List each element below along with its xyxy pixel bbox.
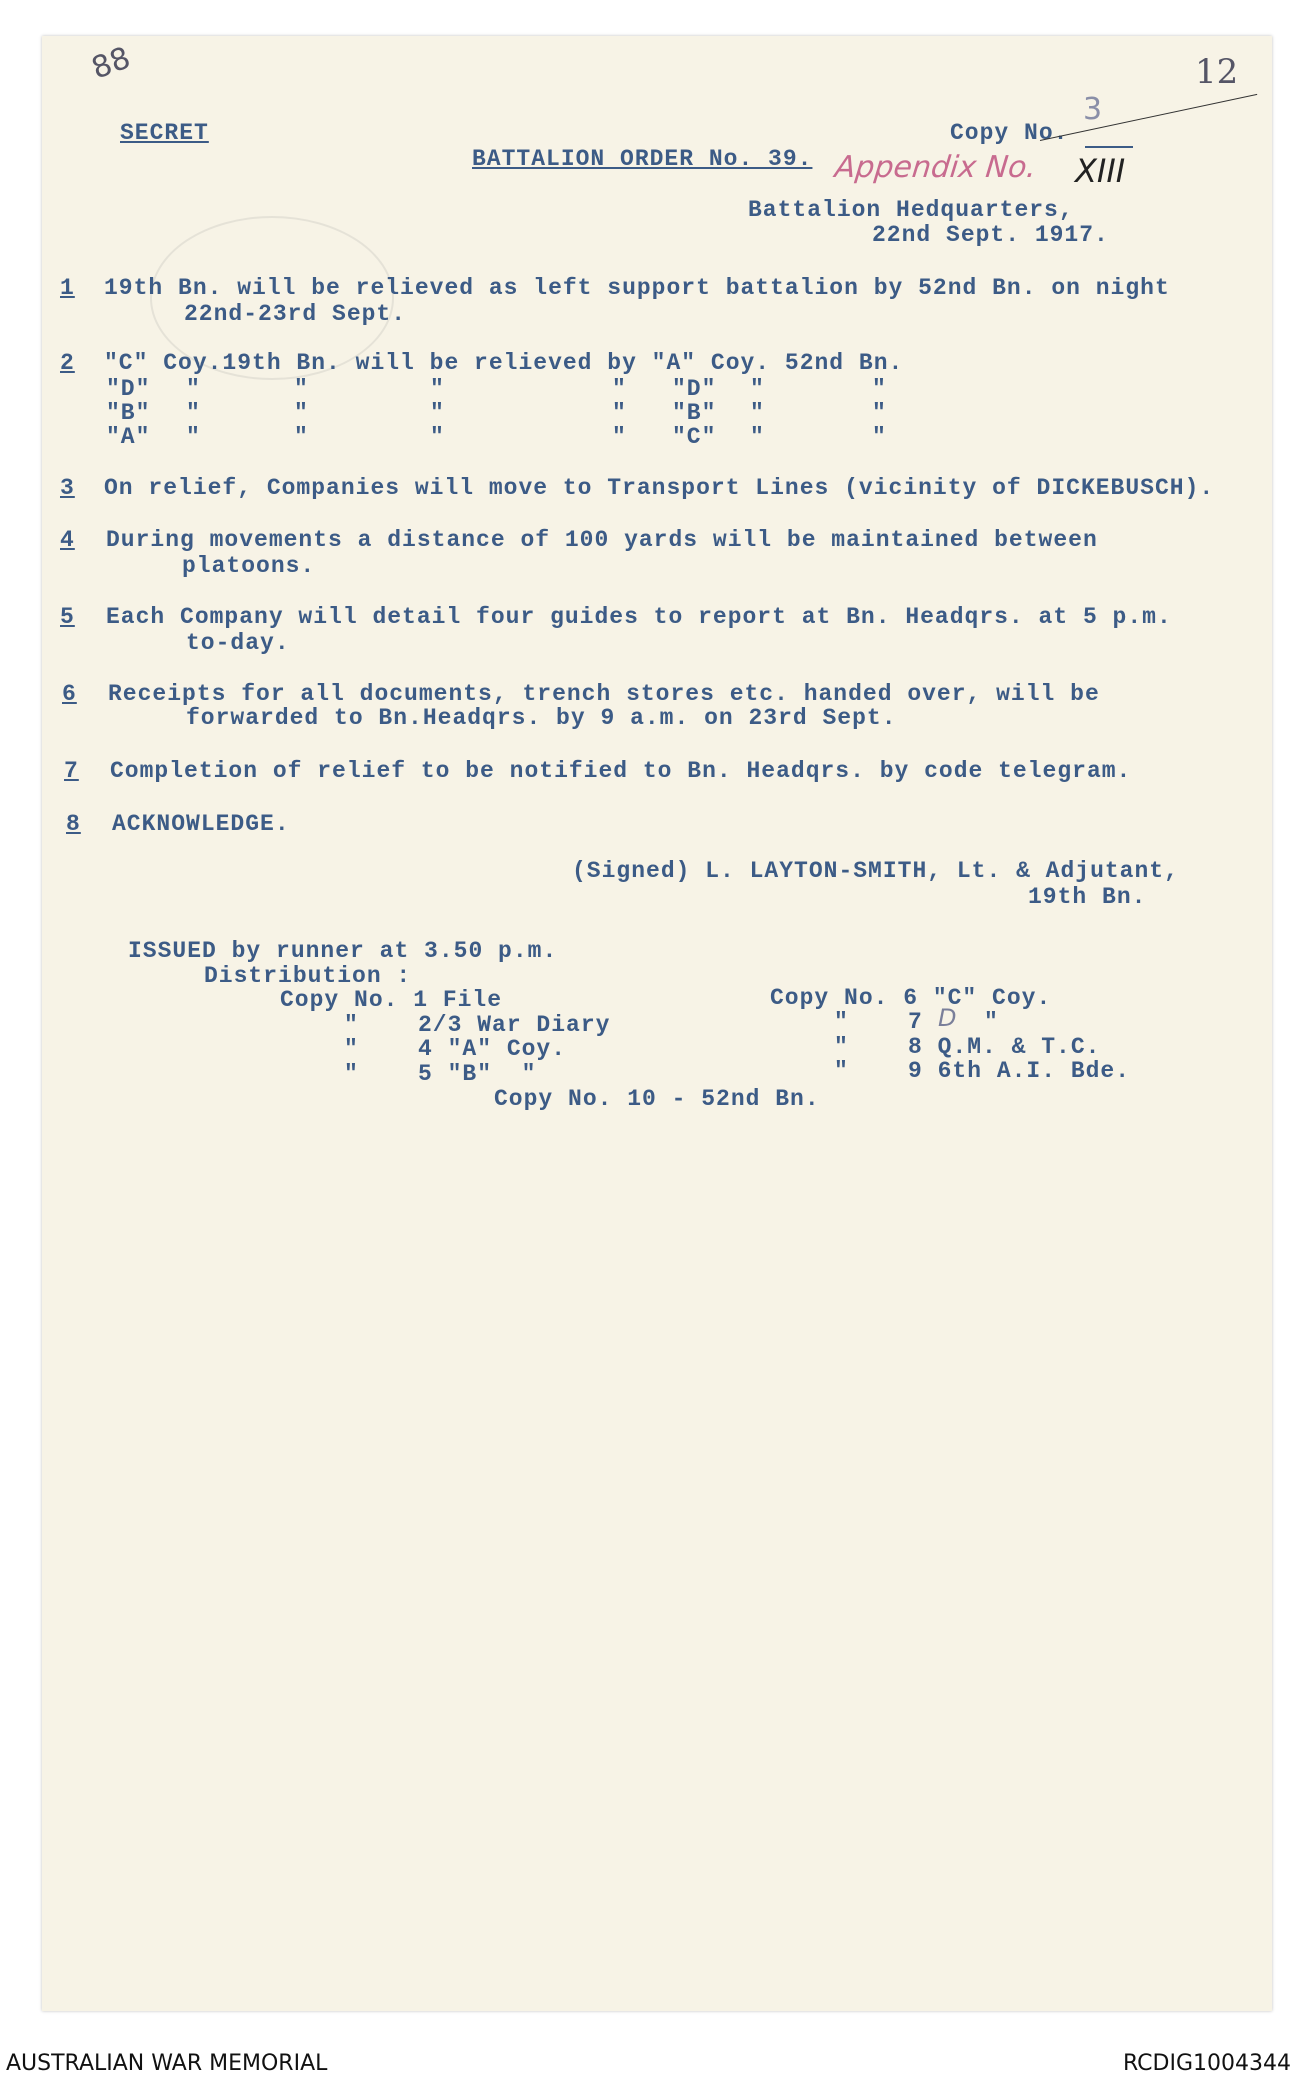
distribution-copy: Copy No. 6 "C" Coy. bbox=[770, 985, 1052, 1011]
relief-cell: "C" bbox=[672, 424, 717, 450]
relief-cell: " bbox=[430, 376, 445, 402]
appendix-number: XIII bbox=[1075, 152, 1126, 190]
item-text: ACKNOWLEDGE. bbox=[112, 811, 290, 837]
handwritten-folio-number: 88 bbox=[87, 40, 136, 87]
classification: SECRET bbox=[120, 120, 209, 146]
item-text: During movements a distance of 100 yards will be maintained between bbox=[106, 527, 1098, 553]
item-number: 4 bbox=[60, 527, 75, 553]
item-number: 2 bbox=[60, 350, 75, 376]
relief-cell: " bbox=[294, 424, 309, 450]
ditto-mark: " bbox=[834, 1058, 849, 1084]
item-text-continuation: 22nd-23rd Sept. bbox=[184, 301, 407, 327]
order-title: BATTALION ORDER No. 39. bbox=[472, 146, 813, 172]
distribution-copy: 9 6th A.I. Bde. bbox=[908, 1058, 1131, 1084]
relief-cell: " bbox=[750, 376, 765, 402]
relief-cell: " bbox=[186, 376, 201, 402]
date-line: 22nd Sept. 1917. bbox=[872, 222, 1109, 248]
issued-line: ISSUED by runner at 3.50 p.m. bbox=[128, 938, 558, 964]
handwritten-copy-7: D bbox=[938, 1004, 957, 1032]
relief-cell: "B" bbox=[672, 400, 717, 426]
copy-label: Copy No. bbox=[950, 120, 1069, 146]
relief-cell: " bbox=[872, 376, 887, 402]
copy-underline bbox=[1085, 146, 1133, 148]
item-text-continuation: platoons. bbox=[182, 553, 316, 579]
ditto-mark: " bbox=[344, 1061, 359, 1087]
distribution-label: Distribution : bbox=[204, 963, 412, 989]
distribution-copy: 8 Q.M. & T.C. bbox=[908, 1034, 1101, 1060]
distribution-copy: 2/3 War Diary bbox=[418, 1012, 611, 1038]
distribution-copy: 5 "B" " bbox=[418, 1061, 537, 1087]
relief-cell: " bbox=[186, 424, 201, 450]
ditto-mark: " bbox=[344, 1012, 359, 1038]
item-text: Completion of relief to be notified to Bn. Headqrs. by code telegram. bbox=[110, 758, 1132, 784]
hq-line: Battalion Hedquarters, bbox=[748, 197, 1074, 223]
ditto-mark: " bbox=[834, 1034, 849, 1060]
relief-cell: " bbox=[294, 376, 309, 402]
relief-cell: " bbox=[430, 400, 445, 426]
relief-cell: " bbox=[612, 424, 627, 450]
relief-cell: "B" bbox=[106, 400, 151, 426]
relief-cell: " bbox=[750, 424, 765, 450]
ditto-mark: " bbox=[984, 1009, 999, 1035]
item-text-continuation: forwarded to Bn.Headqrs. by 9 a.m. on 23rd Sept. bbox=[186, 705, 897, 731]
signature-unit: 19th Bn. bbox=[1028, 884, 1147, 910]
item-text: On relief, Companies will move to Transport Lines (vicinity of DICKEBUSCH). bbox=[104, 475, 1215, 501]
item-number: 7 bbox=[64, 758, 79, 784]
item-number: 5 bbox=[60, 604, 75, 630]
relief-cell: " bbox=[750, 400, 765, 426]
relief-cell: " bbox=[872, 400, 887, 426]
item-text-continuation: to-day. bbox=[186, 630, 290, 656]
item-number: 1 bbox=[60, 275, 75, 301]
relief-cell: " bbox=[612, 400, 627, 426]
ditto-mark: " bbox=[834, 1009, 849, 1035]
distribution-copy: 7 bbox=[908, 1009, 923, 1035]
item-text: 19th Bn. will be relieved as left support battalion by 52nd Bn. on night bbox=[104, 275, 1170, 301]
relief-cell: " bbox=[612, 376, 627, 402]
footer-institution: AUSTRALIAN WAR MEMORIAL bbox=[6, 2051, 328, 2076]
item-text: Receipts for all documents, trench stores etc. handed over, will be bbox=[108, 681, 1100, 707]
ditto-mark: " bbox=[344, 1036, 359, 1062]
distribution-copy: Copy No. 10 - 52nd Bn. bbox=[494, 1086, 820, 1112]
distribution-copy: 4 "A" Coy. bbox=[418, 1036, 567, 1062]
relief-cell: "D" bbox=[106, 376, 151, 402]
relief-cell: " bbox=[430, 424, 445, 450]
item-text: "C" Coy.19th Bn. will be relieved by "A" Coy. 52nd Bn. bbox=[104, 350, 904, 376]
item-text: Each Company will detail four guides to report at Bn. Headqrs. at 5 p.m. bbox=[106, 604, 1172, 630]
relief-cell: " bbox=[186, 400, 201, 426]
item-number: 3 bbox=[60, 475, 75, 501]
distribution-copy: Copy No. 1 File bbox=[280, 987, 503, 1013]
page-number: 12 bbox=[1195, 52, 1239, 92]
footer-record-id: RCDIG1004344 bbox=[1122, 2051, 1291, 2076]
signature-line: (Signed) L. LAYTON-SMITH, Lt. & Adjutant, bbox=[572, 858, 1179, 884]
item-number: 6 bbox=[62, 681, 77, 707]
relief-cell: " bbox=[872, 424, 887, 450]
handwritten-copy-number: 3 bbox=[1083, 92, 1103, 127]
relief-cell: "A" bbox=[106, 424, 151, 450]
relief-cell: " bbox=[294, 400, 309, 426]
relief-cell: "D" bbox=[672, 376, 717, 402]
document-page bbox=[42, 36, 1272, 2011]
item-number: 8 bbox=[66, 811, 81, 837]
appendix-stamp: Appendix No. bbox=[833, 150, 1038, 185]
